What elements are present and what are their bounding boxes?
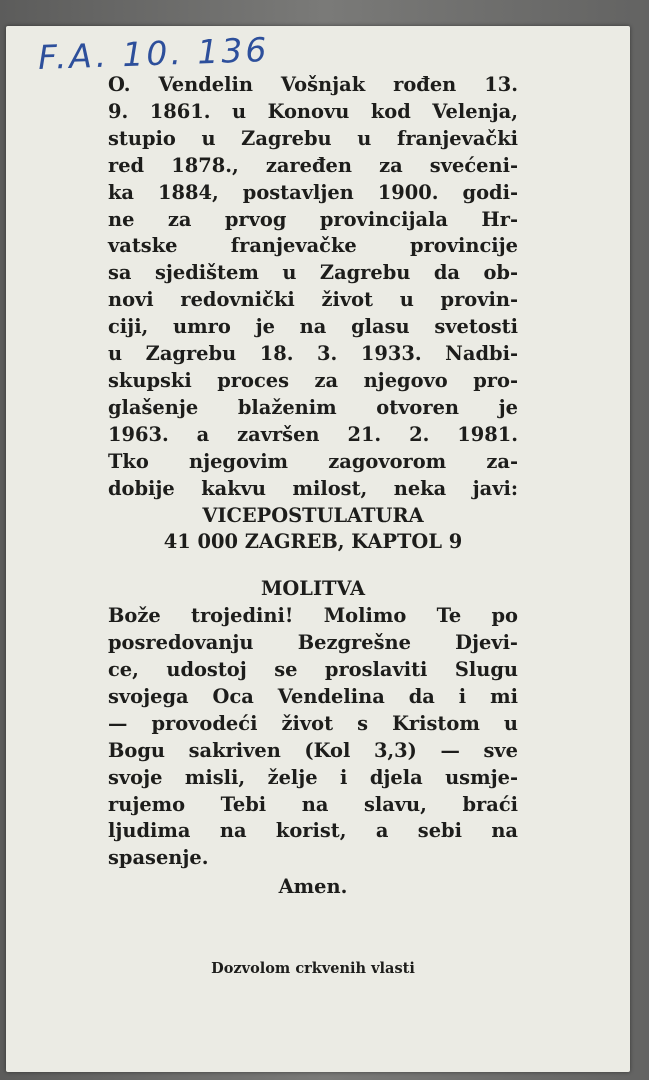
biography-line: ciji, umro je na glasu svetosti <box>108 315 518 339</box>
address-name: VICEPOSTULATURA <box>202 503 424 527</box>
biography-line: 9. 1861. u Konovu kod Velenja, <box>108 99 518 123</box>
prayer-line: posredovanju Bezgrešne Djevi- <box>108 631 518 655</box>
biography-line: O. Vendelin Vošnjak rođen 13. <box>108 73 518 96</box>
prayer-line: ljudima na korist, a sebi na <box>108 819 518 843</box>
prayer-line: svoje misli, želje i djela usmje- <box>108 765 518 789</box>
biography-line: sa sjedištem u Zagrebu da ob- <box>108 261 518 285</box>
prayer-line: svojega Oca Vendelina da i mi <box>108 684 518 708</box>
biography-line: skupski proces za njegovo pro- <box>108 368 518 392</box>
approval-note: Dozvolom crkvenih vlasti <box>211 960 415 977</box>
biography-line: Tko njegovim zagovorom za- <box>108 449 518 473</box>
biography-line: vatske franjevačke provincije <box>108 234 518 258</box>
biography-paragraph <box>108 72 518 503</box>
prayer-line: Bogu sakriven (Kol 3,3) — sve <box>108 738 518 762</box>
biography-line: glašenje blaženim otvoren je <box>108 395 518 419</box>
biography-line: dobije kakvu milost, neka javi: <box>108 476 518 500</box>
biography-line: ka 1884, postavljen 1900. godi- <box>108 180 518 204</box>
biography-line: stupio u Zagrebu u franjevački <box>108 126 518 150</box>
biography-line: 1963. a završen 21. 2. 1981. <box>108 422 518 446</box>
prayer-line: — provodeći život s Kristom u <box>108 711 518 735</box>
handwritten-annotation: F.A. 10. 136 <box>37 29 270 78</box>
card-text <box>108 72 518 901</box>
prayer-paragraph <box>108 603 518 872</box>
prayer-line: rujemo Tebi na slavu, braći <box>108 792 518 816</box>
prayer-line: Bože trojedini! Molimo Te po <box>108 604 518 628</box>
biography-line: u Zagrebu 18. 3. 1933. Nadbi- <box>108 342 518 366</box>
amen: Amen. <box>278 875 348 899</box>
biography-line: ne za prvog provincijala Hr- <box>108 207 518 231</box>
prayer-line: spasenje. <box>108 846 209 870</box>
biography-line: red 1878., zaređen za svećeni- <box>108 153 518 177</box>
prayer-title: MOLITVA <box>260 577 366 601</box>
prayer-line: ce, udostoj se proslaviti Slugu <box>108 658 518 682</box>
address-street: 41 000 ZAGREB, KAPTOL 9 <box>163 530 463 554</box>
biography-line: novi redovnički život u provin- <box>108 288 518 312</box>
spacer <box>108 556 518 570</box>
